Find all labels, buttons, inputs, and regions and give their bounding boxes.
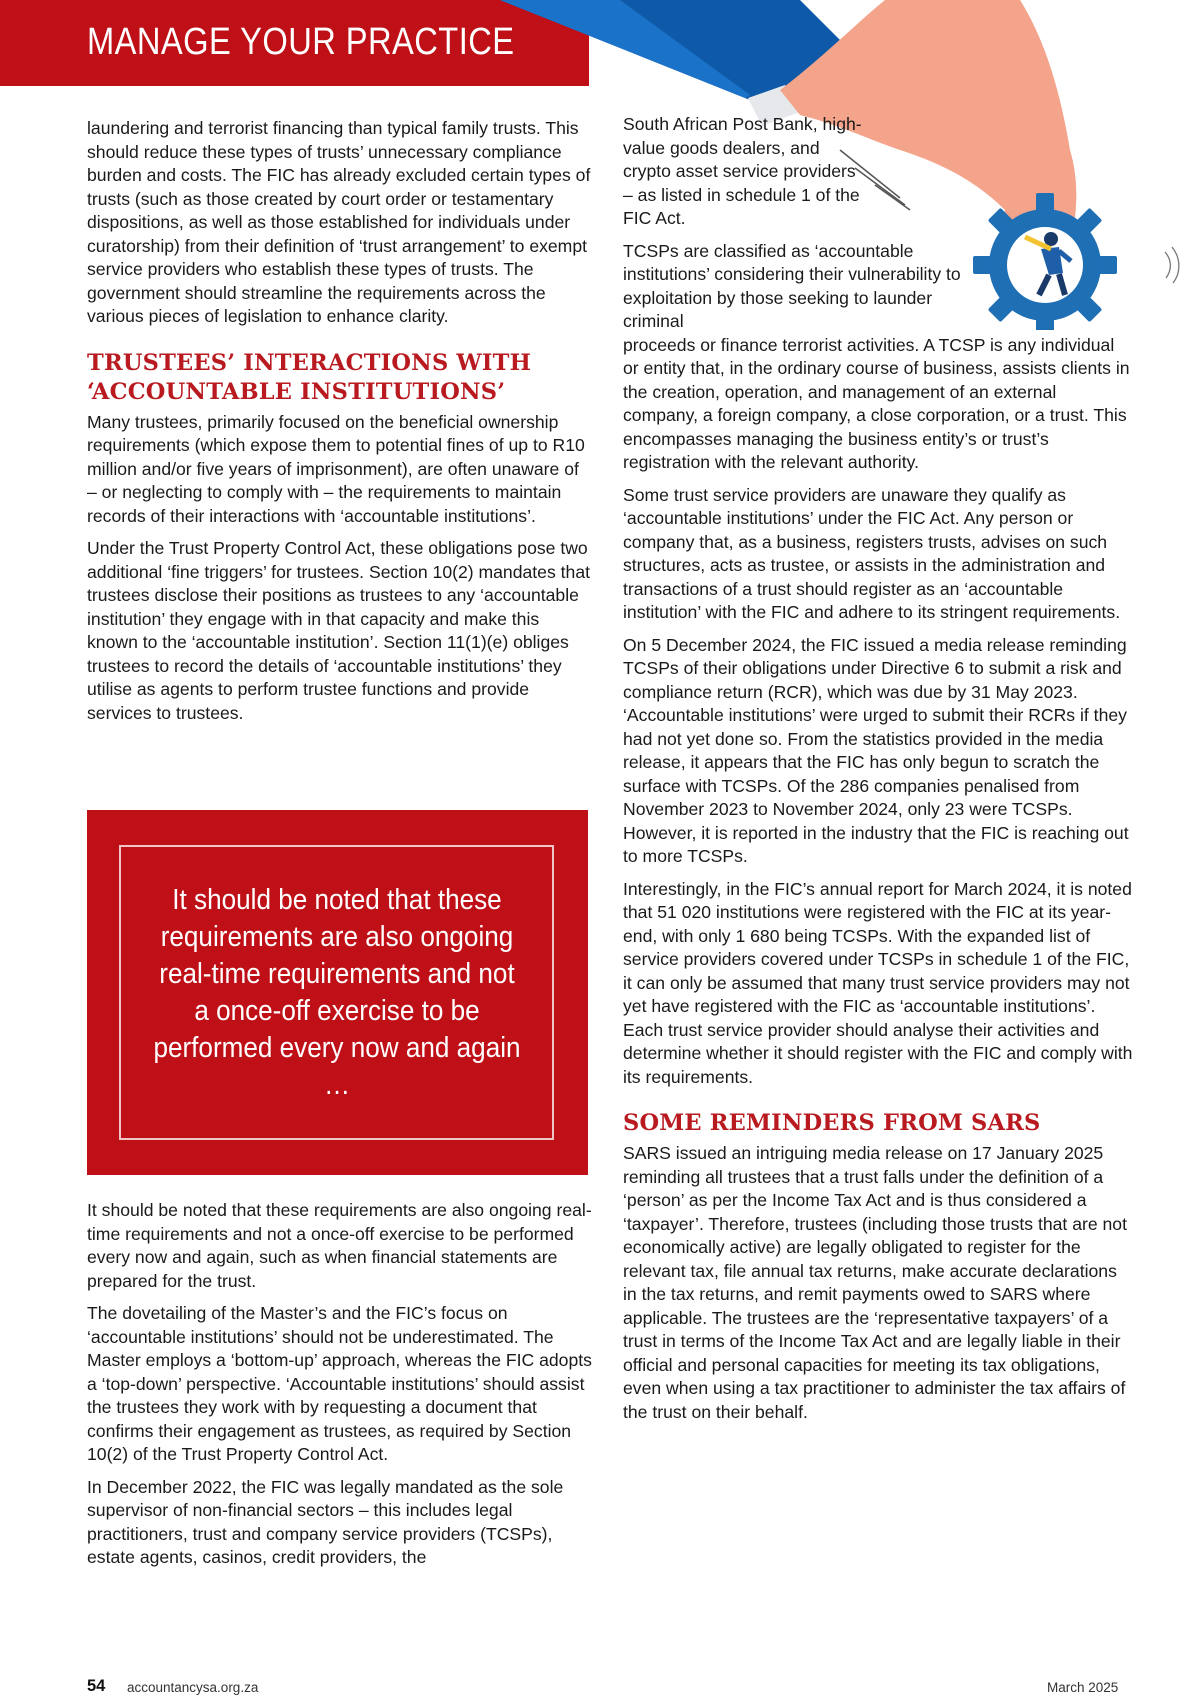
section-title: MANAGE YOUR PRACTICE <box>87 21 515 63</box>
pull-quote-frame <box>119 845 554 1140</box>
left-column <box>87 117 592 734</box>
body-paragraph: On 5 December 2024, the FIC issued a media release reminding TCSPs of their obligations under Directive 6 to submit a risk and compliance return (RCR), which was due by 31 May 2023. ‘Accountable institutions’ were urged to submit their RCRs if they had not yet done so. From the statistics provided in the media release, it appears that the FIC has only begun to scratch the surface with TCSPs. Of the 286 companies penalised from November 2023 to November 2024, only 23 were TCSPs. However, it is reported in the industry that the FIC is reaching out to more TCSPs. <box>623 634 1129 866</box>
body-paragraph: South African Post Bank, high-value goods dealers, and crypto asset service providers – as listed in schedule 1 of the FIC Act. <box>623 114 862 228</box>
right-column <box>623 113 1133 1433</box>
body-paragraph: TCSPs are classified as ‘accountable institutions’ considering their vulnerability to exploitation by those seeking to launder criminal <box>623 240 961 331</box>
body-paragraph: It should be noted that these requirements are also ongoing real-time requirements and not a once-off exercise to be performed every now and again, such as when financial statements are prepared for the trust. <box>87 1200 592 1291</box>
body-paragraph: Under the Trust Property Control Act, these obligations pose two additional ‘fine triggers’ for trustees. Section 10(2) mandates that trustees disclose their positions as trustees to any ‘accountable institution’ they engage with in that capacity and make this known to the ‘accountable institution’. Section 11(1)(e) obliges trustees to record the details of ‘accountable institutions’ they utilise as agents to perform trustee functions and provide services to trustees. <box>87 538 590 723</box>
website-link[interactable]: accountancysa.org.za <box>127 1680 259 1695</box>
intro-paragraph: laundering and terrorist financing than typical family trusts. This should reduce these types of trusts’ unnecessary compliance burden and costs. The FIC has already excluded certain types of trusts (such as those created by court order or testamentary dispositions, as well as those established for individuals under curatorship) from their definition of ‘trust arrangement’ to exempt service providers who establish these types of trusts. The government should streamline the requirements across the various pieces of legislation to enhance clarity. <box>87 118 591 326</box>
pull-quote-box <box>87 810 588 1175</box>
left-column-continued <box>87 1199 592 1579</box>
body-paragraph: Many trustees, primarily focused on the beneficial ownership requirements (which expose them to potential fines of up to R10 million and/or five years of imprisonment), are often unaware of – or neglecting to comply with – the requirements to maintain records of their interactions with ‘accountable institutions’. <box>87 411 585 526</box>
issue-date: March 2025 <box>1047 1680 1119 1695</box>
body-paragraph: In December 2022, the FIC was legally mandated as the sole supervisor of non-financial sectors – this includes legal practitioners, trust and company service providers (TCSPs), estate agents, casinos, credit providers, the <box>87 1476 564 1567</box>
body-paragraph: proceeds or finance terrorist activities. A TCSP is any individual or entity that, in the ordinary course of business, assists clients in the creation, operation, and management of an external company, a foreign company, a close corporation, or a trust. This encompasses managing the business entity’s or trust’s registration with the relevant authority. <box>623 334 1130 472</box>
body-paragraph: The dovetailing of the Master’s and the FIC’s focus on ‘accountable institutions’ should not be underestimated. The Master employs a ‘bottom-up’ approach, whereas the FIC adopts a ‘top-down’ perspective. ‘Accountable institutions’ should assist the trustees they work with by requesting a document that confirms their engagement as trustees, as required by Section 10(2) of the Trust Property Control Act. <box>87 1303 592 1464</box>
pull-quote: It should be noted that these requirements are also ongoing real-time requirements and not a once-off exercise to be performed every now and again … <box>152 883 521 1101</box>
shake-lines <box>1165 247 1179 283</box>
body-paragraph: Some trust service providers are unaware they qualify as ‘accountable institutions’ under the FIC Act. Any person or company that, as a business, registers trusts, advises on such structures, acts as trustee, or assists in the administration and transactions of a trust should register as an ‘accountable institution’ with the FIC and adhere to its stringent requirements. <box>623 484 1121 622</box>
trustees-heading: TRUSTEES’ INTERACTIONS WITH ‘ACCOUNTABLE INSTITUTIONS’ <box>87 349 532 405</box>
body-paragraph: Interestingly, in the FIC’s annual report for March 2024, it is noted that 51 020 institutions were registered with the FIC at its year-end, with only 1 680 being TCSPs. With the expanded list of service providers covered under TCSPs in schedule 1 of the FIC, it can only be assumed that many trust service providers may not yet have registered with the FIC as ‘accountable institutions’. Each trust service provider should analyse their activities and determine whether it should register with the FIC and comply with its requirements. <box>623 878 1133 1087</box>
page-number: 54 <box>87 1677 106 1695</box>
sars-heading: SOME REMINDERS FROM SARS <box>623 1110 1041 1136</box>
body-paragraph: SARS issued an intriguing media release on 17 January 2025 reminding all trustees that a trust falls under the definition of a ‘person’ as per the Income Tax Act and is thus considered a ‘taxpayer’. Therefore, trustees (including those trusts that are not economically active) are legally obligated to register for the relevant tax, file annual tax returns, make accurate declarations in the tax returns, and remit payments owed to SARS where applicable. The trustees are the ‘representative taxpayers’ of a trust in terms of the Income Tax Act and are legally liable in their official and personal capacities for meeting its tax obligations, even when using a tax practitioner to administer the tax affairs of the trust on their behalf. <box>623 1143 1127 1422</box>
